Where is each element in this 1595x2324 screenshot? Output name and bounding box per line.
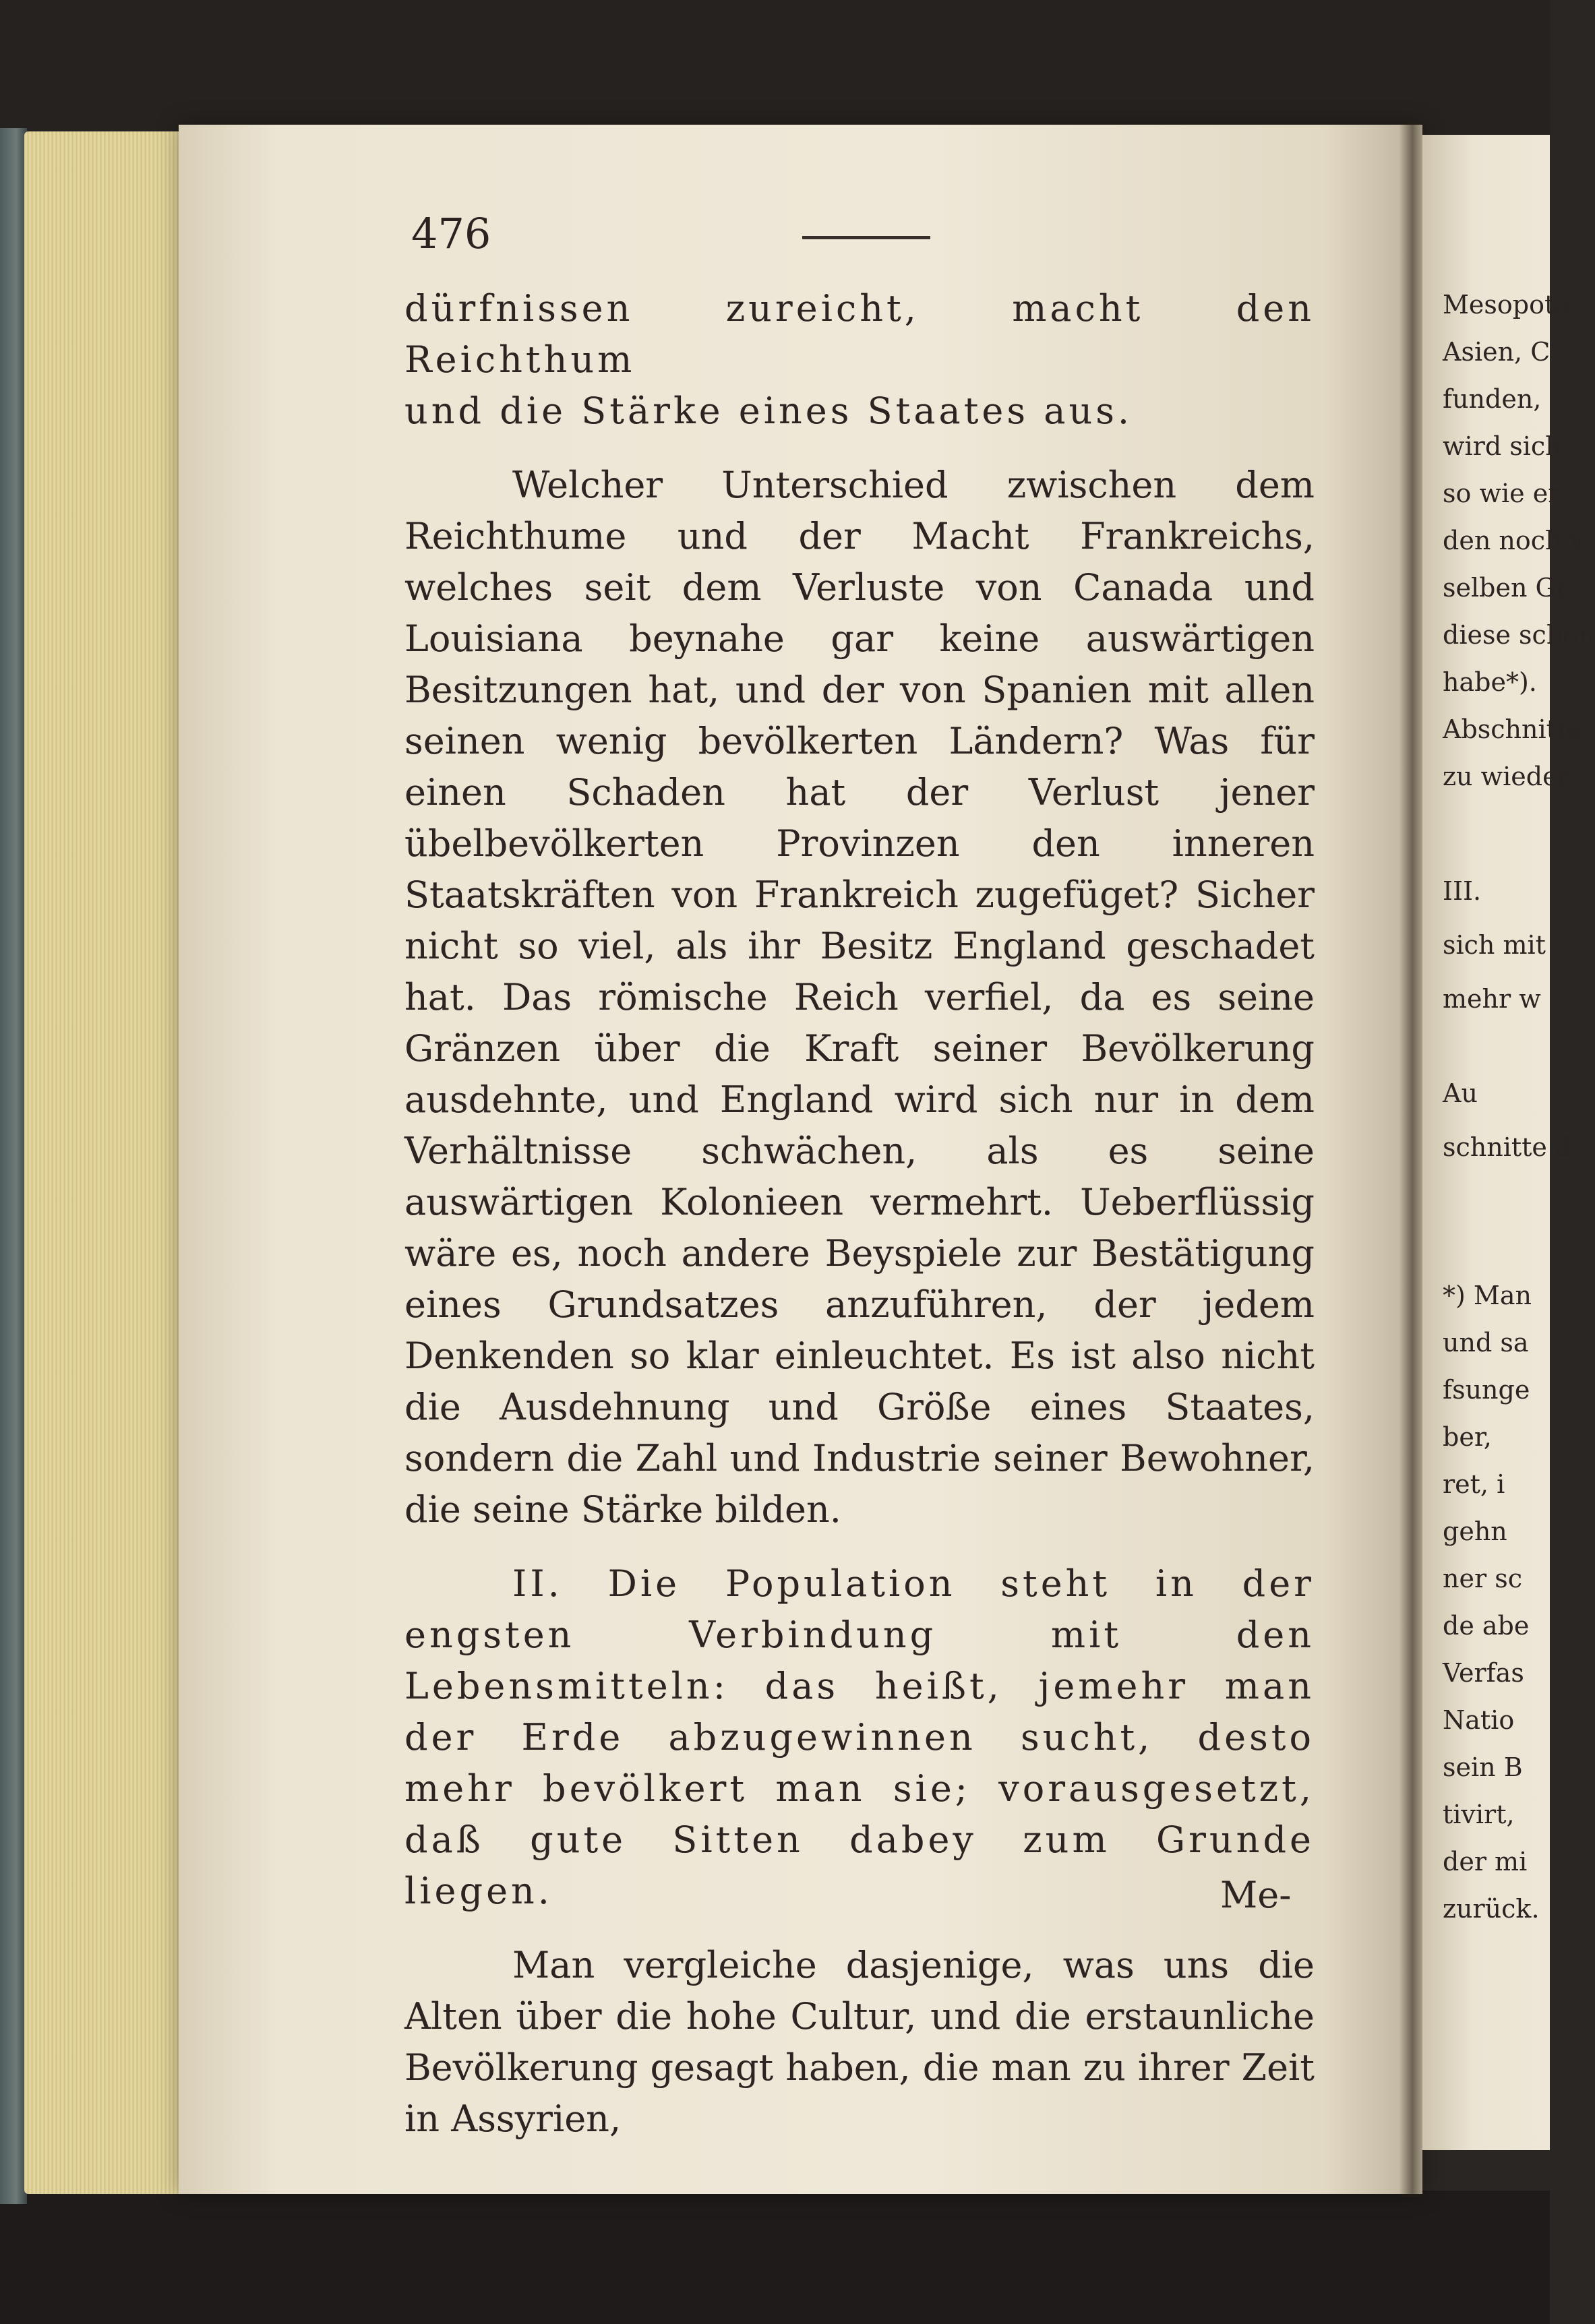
- right-page-line: sich mit: [1443, 930, 1546, 960]
- right-page-line: III.: [1443, 876, 1482, 906]
- right-page-line: wird sich: [1443, 431, 1562, 461]
- text-line: und die Stärke eines Staates aus.: [404, 390, 1133, 432]
- right-page-line: zurück.: [1443, 1894, 1540, 1924]
- header-rule: [802, 236, 930, 239]
- paragraph-continuation: [404, 283, 1315, 437]
- right-page-line: Au: [1443, 1078, 1478, 1108]
- right-page-line: ber,: [1443, 1422, 1492, 1452]
- right-page-line: ret, i: [1443, 1469, 1505, 1499]
- paragraph-alten: Man vergleiche dasjenige, was uns die Alten über die hohe Cultur, und die erstaunliche Bevölkerung gesagt haben, die man zu ihrer Zeit in Assyrien,: [404, 1944, 1315, 2140]
- right-page-line: de abe: [1443, 1611, 1530, 1641]
- right-page-line: Asien, C: [1443, 337, 1551, 367]
- right-page-line: fsunge: [1443, 1375, 1530, 1405]
- right-page-line: tivirt,: [1443, 1800, 1515, 1829]
- right-page-line: mehr w: [1443, 984, 1541, 1014]
- text-line: dürfnissen zureicht, macht den Reichthum: [404, 287, 1315, 381]
- background-top: [0, 0, 1550, 135]
- page-number: 476: [411, 209, 491, 258]
- right-page-line: so wie er: [1443, 479, 1561, 508]
- right-page-line: der mi: [1443, 1847, 1528, 1876]
- right-page-line: diese schön: [1443, 620, 1595, 650]
- paragraph-reichthum: Welcher Unterschied zwischen dem Reichthume und der Macht Frankreichs, welches seit dem Verluste von Canada und Louisiana beynahe gar keine auswärtigen Besitzungen hat, und der von Spanien mit allen seinen wenig bevölkerten Ländern? Was für einen Schaden hat der Verlust jener übelbevölkerten Provinzen den inneren Staatskräften von Frankreich zugefüget? Sicher nicht so viel, als ihr Besitz England geschadet hat. Das römische Reich verfiel, da es seine Gränzen über die Kraft seiner Bevölkerung ausdehnte, und England wird sich nur in dem Verhältnisse schwächen, als es seine auswärtigen Kolonieen vermehrt. Ueberflüssig wäre es, noch andere Beyspiele zur Bestätigung eines Grundsatzes anzuführen, der jedem Denkenden so klar einleuchtet. Es ist also nicht die Ausdehnung und Größe eines Staates, sondern die Zahl und Industrie seiner Bewohner, die seine Stärke bilden.: [404, 464, 1315, 1531]
- right-page-line: Natio: [1443, 1705, 1515, 1735]
- right-page-line: habe*).: [1443, 667, 1537, 697]
- book-cover-edge: [0, 128, 27, 2204]
- right-page-line: *) Man: [1443, 1281, 1532, 1310]
- right-page-line: gehn: [1443, 1517, 1507, 1546]
- page-body: [404, 283, 1315, 2168]
- page-header: [411, 209, 1315, 263]
- background-bottom: [0, 2191, 1550, 2324]
- right-page: [1422, 135, 1595, 2150]
- right-page-line: funden,: [1443, 384, 1542, 414]
- right-page-line: Abschnitte: [1443, 714, 1582, 744]
- catchword: Me-: [1220, 1874, 1292, 1916]
- right-page-line: den noch v: [1443, 526, 1585, 555]
- right-page-line: Verfas: [1443, 1658, 1524, 1688]
- right-page-line: zu wieder: [1443, 762, 1570, 791]
- right-page-line: und sa: [1443, 1328, 1529, 1357]
- right-page-line: ner sc: [1443, 1564, 1522, 1593]
- right-page-line: schnitte d: [1443, 1132, 1572, 1162]
- page-block-edges: [24, 131, 183, 2194]
- book-gutter: [1399, 121, 1426, 2197]
- right-page-line: Mesopota: [1443, 290, 1570, 319]
- paragraph-population: II. Die Population steht in der engsten Verbindung mit den Lebensmitteln: das heißt, jemehr man der Erde abzugewinnen sucht, desto mehr bevölkert man sie; vorausgesetzt, daß gute Sitten dabey zum Grunde liegen.: [404, 1562, 1315, 1912]
- right-page-line: sein B: [1443, 1752, 1523, 1782]
- right-page-line: selben Gr: [1443, 573, 1569, 603]
